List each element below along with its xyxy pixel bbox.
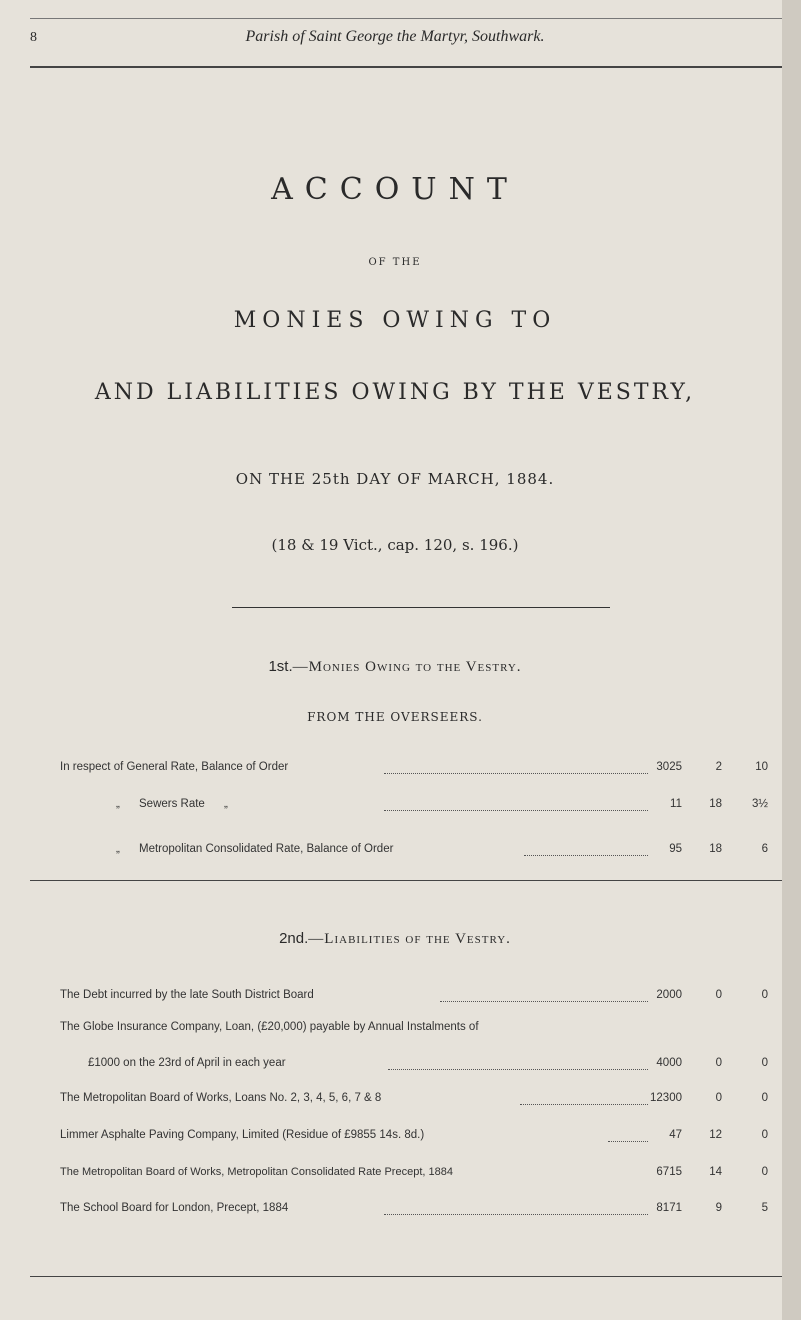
table-row: [0, 761, 790, 781]
table-row: [0, 1166, 790, 1186]
liabilities-heading: AND LIABILITIES OWING BY THE VESTRY,: [94, 380, 696, 405]
row-shillings: 0: [715, 1057, 722, 1069]
row-pence: 10: [755, 761, 768, 773]
section2-heading: [0, 930, 790, 948]
table-row: [0, 1129, 790, 1149]
row-pence: 5: [761, 1202, 768, 1214]
table-row: [0, 989, 790, 1009]
page-number: 8: [30, 30, 37, 45]
table-row: [0, 798, 790, 818]
row-pounds: 2000: [656, 989, 682, 1001]
row-pence: 0: [761, 1129, 768, 1141]
dot-leader: [384, 810, 648, 811]
row-pounds: 6715: [656, 1166, 682, 1178]
row-description: The Metropolitan Board of Works, Loans No. 2, 3, 4, 5, 6, 7 & 8: [60, 1092, 382, 1104]
row-pence: 6: [761, 843, 768, 855]
top-rule: [30, 18, 782, 19]
row-shillings: 14: [709, 1166, 722, 1178]
row-shillings: 0: [715, 1092, 722, 1104]
dot-leader: [440, 1001, 648, 1002]
section1-subtitle: FROM THE OVERSEERS.: [307, 710, 483, 724]
row-description: The Debt incurred by the late South District Board: [60, 989, 314, 1001]
row-pounds: 12300: [650, 1092, 682, 1104]
date-line: ON THE 25th DAY OF MARCH, 1884.: [235, 470, 555, 488]
dot-leader: [524, 855, 648, 856]
title-divider: [232, 607, 610, 608]
table-row: [0, 1021, 790, 1041]
row-pounds: 95: [669, 843, 682, 855]
row-shillings: 2: [715, 761, 722, 773]
row-description: In respect of General Rate, Balance of Order: [60, 761, 289, 773]
monies-heading: MONIES OWING TO: [233, 308, 557, 333]
section1-heading: [0, 658, 790, 676]
dot-leader: [384, 1214, 648, 1215]
running-title: Parish of Saint George the Martyr, Southwark.: [245, 28, 545, 45]
row-description: The Metropolitan Board of Works, Metropolitan Consolidated Rate Precept, 1884: [60, 1166, 453, 1178]
row-pence: 0: [761, 989, 768, 1001]
act-reference: (18 & 19 Vict., cap. 120, s. 196.): [271, 536, 519, 554]
row-pence: 0: [761, 1166, 768, 1178]
section2-title: —Liabilities of the Vestry.: [308, 931, 511, 947]
row-pence: 0: [761, 1057, 768, 1069]
row-shillings: 18: [709, 798, 722, 810]
row-shillings: 0: [715, 989, 722, 1001]
table-row: [0, 1092, 790, 1112]
header-rule: [30, 66, 782, 68]
row-pounds: 8171: [656, 1202, 682, 1214]
row-description: Limmer Asphalte Paving Company, Limited (Residue of £9855 14s. 8d.): [60, 1129, 425, 1141]
bottom-rule: [30, 1276, 782, 1277]
row-shillings: 9: [715, 1202, 722, 1214]
section-divider: [30, 880, 782, 881]
row-pounds: 4000: [656, 1057, 682, 1069]
account-heading: ACCOUNT: [271, 172, 519, 207]
row-description: The School Board for London, Precept, 1884: [60, 1202, 289, 1214]
section2-number: 2nd.: [279, 930, 309, 947]
row-pence: 0: [761, 1092, 768, 1104]
row-description: „ Sewers Rate „: [116, 798, 228, 810]
dot-leader: [608, 1141, 648, 1142]
table-row: [0, 1202, 790, 1222]
row-pounds: 11: [670, 798, 682, 810]
row-description: The Globe Insurance Company, Loan, (£20,000) payable by Annual Instalments of: [60, 1021, 479, 1033]
row-shillings: 18: [709, 843, 722, 855]
dot-leader: [384, 773, 648, 774]
table-row: [0, 843, 790, 863]
table-row: [0, 1057, 790, 1077]
row-pence: 3½: [752, 798, 768, 810]
dot-leader: [388, 1069, 648, 1070]
dot-leader: [520, 1104, 648, 1105]
section1-number: 1st.: [268, 658, 293, 675]
row-pounds: 3025: [656, 761, 682, 773]
section1-title: —Monies Owing to the Vestry.: [292, 659, 522, 675]
of-the-text: OF THE: [368, 257, 422, 268]
row-description: £1000 on the 23rd of April in each year: [88, 1057, 286, 1069]
row-description: „ Metropolitan Consolidated Rate, Balance of Order: [116, 843, 394, 855]
row-shillings: 12: [709, 1129, 722, 1141]
row-pounds: 47: [669, 1129, 682, 1141]
